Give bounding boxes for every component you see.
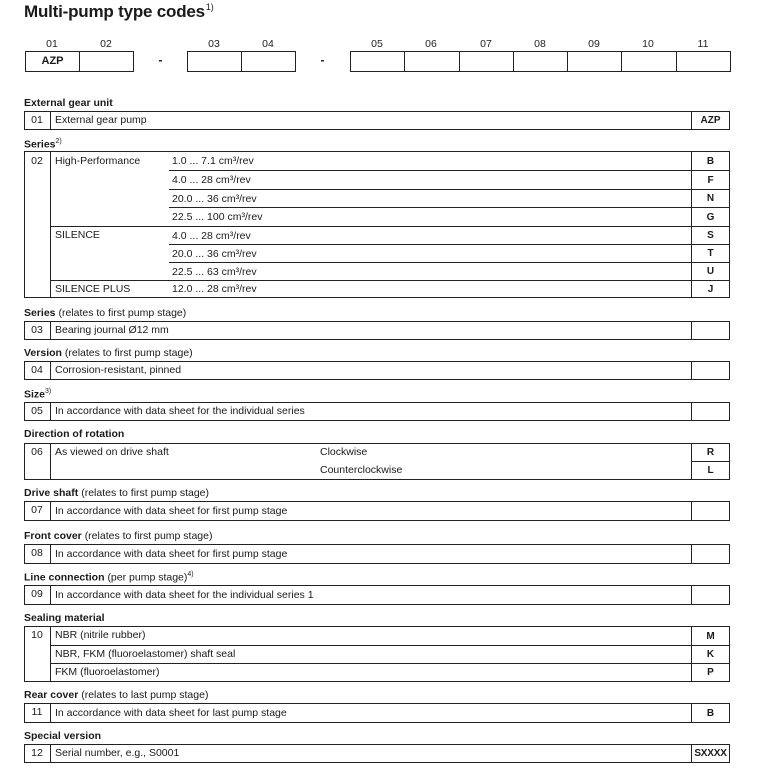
section-heading-02: Series$^{2)}$ [24, 138, 62, 151]
code-field-10 [621, 51, 677, 72]
position-label: 01 [46, 38, 58, 50]
code-field-03 [187, 51, 242, 72]
section-heading-08: Front cover (relates to first pump stage) [24, 530, 213, 542]
code-field-04 [241, 51, 296, 72]
position-label: 04 [262, 38, 274, 50]
seal-option: FKM (fluoroelastomer) [55, 666, 160, 678]
code-value: T [691, 244, 730, 263]
code-field-06 [404, 51, 460, 72]
row-text: Bearing journal Ø12 mm [55, 324, 169, 336]
row-number: 08 [24, 544, 51, 564]
code-value: J [691, 280, 730, 298]
row-text: In accordance with data sheet for first pump stage [55, 548, 288, 560]
code-value: P [691, 663, 730, 682]
position-label: 05 [371, 38, 383, 50]
code-separator: - [158, 53, 163, 67]
row-number: 01 [24, 111, 51, 130]
position-label: 07 [480, 38, 492, 50]
position-label: 06 [425, 38, 437, 50]
code-value-empty [691, 361, 730, 380]
series-group-label: High-Performance [55, 155, 141, 167]
row-number: 06 [24, 443, 51, 480]
code-value: M [691, 626, 730, 646]
displacement-range: 12.0 ... 28 cm³/rev [172, 283, 257, 295]
row-text: In accordance with data sheet for the individual series [55, 405, 305, 417]
displacement-range: 22.5 ... 63 cm³/rev [172, 266, 257, 278]
code-field-07 [459, 51, 514, 72]
section-heading-01: External gear unit [24, 97, 113, 109]
position-label: 08 [534, 38, 546, 50]
section-heading-04: Version (relates to first pump stage) [24, 347, 193, 359]
row-number: 11 [24, 703, 51, 723]
displacement-range: 20.0 ... 36 cm³/rev [172, 193, 257, 205]
row-text: Serial number, e.g., S0001 [55, 747, 180, 759]
code-field-05 [350, 51, 405, 72]
code-field-08 [513, 51, 568, 72]
code-value: B [691, 703, 730, 723]
rotation-option: Clockwise [320, 446, 368, 458]
displacement-range: 22.5 ... 100 cm³/rev [172, 211, 263, 223]
code-value: N [691, 189, 730, 208]
series-group-label: SILENCE PLUS [55, 283, 131, 295]
position-label: 10 [642, 38, 654, 50]
section-heading-06: Direction of rotation [24, 428, 125, 440]
section-heading-12: Special version [24, 730, 102, 742]
section-heading-11: Rear cover (relates to last pump stage) [24, 689, 209, 701]
code-value: AZP [691, 111, 730, 130]
row-number: 04 [24, 361, 51, 380]
code-value-empty [691, 501, 730, 521]
seal-option: NBR (nitrile rubber) [55, 629, 146, 641]
code-field-01: AZP [25, 51, 80, 72]
section-heading-03: Series (relates to first pump stage) [24, 307, 187, 319]
code-value: S [691, 226, 730, 245]
row-number: 07 [24, 501, 51, 521]
code-value: F [691, 170, 730, 190]
code-value: B [691, 151, 730, 171]
position-label: 11 [697, 38, 709, 50]
table-block [24, 151, 730, 298]
code-value-empty [691, 402, 730, 421]
divider [51, 226, 691, 227]
position-label: 03 [208, 38, 220, 50]
rotation-option: Counterclockwise [320, 464, 403, 476]
displacement-range: 4.0 ... 28 cm³/rev [172, 230, 251, 242]
series-group-label: SILENCE [55, 229, 100, 241]
page-title: Multi-pump type codes$^{1)}$ [24, 2, 214, 21]
row-text: External gear pump [55, 114, 147, 126]
code-value-empty [691, 585, 730, 605]
row-number: 10 [24, 626, 51, 682]
row-text: In accordance with data sheet for last pump stage [55, 707, 287, 719]
code-value: R [691, 443, 730, 462]
divider [51, 280, 691, 281]
row-number: 03 [24, 321, 51, 340]
row-number: 02 [24, 151, 51, 298]
code-field-02 [79, 51, 134, 72]
section-heading-09: Line connection (per pump stage)$^{4)}$ [24, 571, 194, 584]
code-value-empty [691, 544, 730, 564]
code-separator: - [320, 53, 325, 67]
code-value: SXXXX [691, 744, 730, 763]
code-value: K [691, 645, 730, 664]
code-value: L [691, 461, 730, 480]
section-heading-05: Size$^{3)}$ [24, 388, 52, 401]
displacement-range: 20.0 ... 36 cm³/rev [172, 248, 257, 260]
displacement-range: 4.0 ... 28 cm³/rev [172, 174, 251, 186]
row-text: In accordance with data sheet for the individual series 1 [55, 589, 314, 601]
row-text: Corrosion-resistant, pinned [55, 364, 182, 376]
code-value: U [691, 262, 730, 281]
row-text: As viewed on drive shaft [55, 446, 169, 458]
position-label: 02 [100, 38, 112, 50]
displacement-range: 1.0 ... 7.1 cm³/rev [172, 155, 254, 167]
code-value: G [691, 207, 730, 227]
row-number: 09 [24, 585, 51, 605]
code-value-empty [691, 321, 730, 340]
section-heading-10: Sealing material [24, 612, 105, 624]
position-label: 09 [588, 38, 600, 50]
row-text: In accordance with data sheet for first pump stage [55, 505, 288, 517]
row-number: 12 [24, 744, 51, 763]
code-field-11 [676, 51, 731, 72]
seal-option: NBR, FKM (fluoroelastomer) shaft seal [55, 648, 236, 660]
section-heading-07: Drive shaft (relates to first pump stage) [24, 487, 210, 499]
code-field-09 [567, 51, 622, 72]
row-number: 05 [24, 402, 51, 421]
